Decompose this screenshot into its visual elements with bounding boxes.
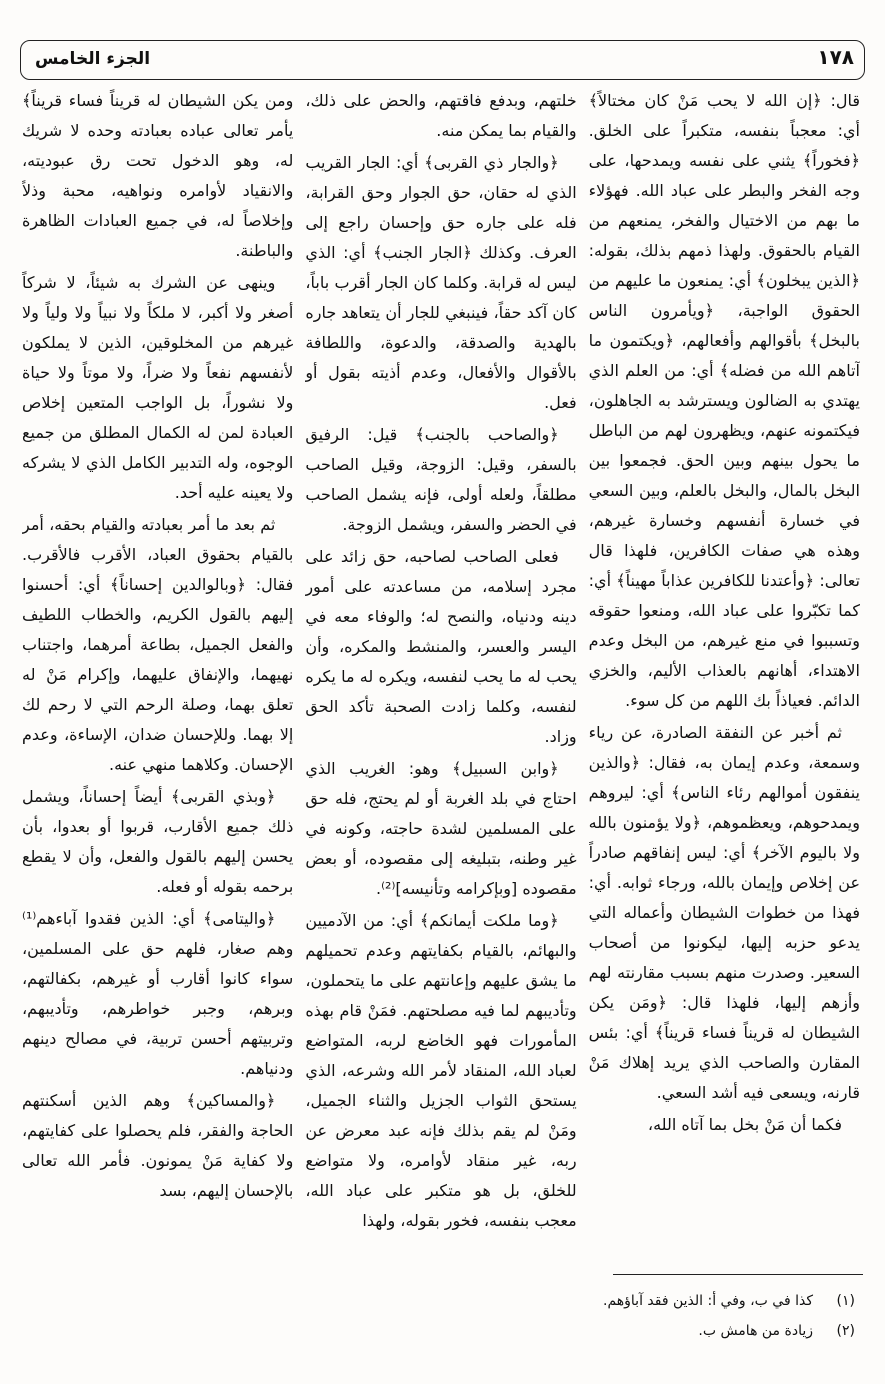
footnote-mark: (٢) bbox=[836, 1323, 855, 1339]
paragraph: ﴿والصاحب بالجنب﴾ قيل: الرفيق بالسفر، وقيل: الزوجة، وقيل الصاحب مطلقاً، ولعله أولى، فإنه يشمل الصاحب في الحضر والسفر، ويشمل الزوجة. bbox=[305, 425, 577, 534]
footnotes bbox=[55, 1286, 855, 1346]
text-columns bbox=[22, 86, 860, 1270]
footnote bbox=[55, 1286, 855, 1316]
paragraph: ﴿والجار ذي القربى﴾ أي: الجار القريب الذي له حقان، حق الجوار وحق القرابة، فله على جاره حق وإحسان راجع إلى العرف. وكذلك ﴿الجار الجنب﴾ أي: الذي ليس له قرابة. وكلما كان الجار أقرب باباً، كان آكد حقاً، فينبغي للجار أن يتعاهد جاره بالهدية والصدقة، والدعوة، واللطافة بالأقوال والأفعال، وعدم أذيته بقول أو فعل. bbox=[305, 153, 577, 412]
paragraph: ﴿والمساكين﴾ وهم الذين أسكنتهم الحاجة والفقر، فلم يحصلوا على كفايتهم، ولا كفاية مَنْ يمونون. فأمر الله تعالى بالإحسان إليهم، بسد bbox=[22, 1091, 294, 1200]
column-left bbox=[589, 86, 860, 1270]
paragraph: ﴿وبذي القربى﴾ أيضاً إحساناً، ويشمل ذلك جميع الأقارب، قربوا أو بعدوا، بأن يحسن إليهم بالقول والفعل، وأن لا يقطع برحمه بقوله أو فعله. bbox=[22, 787, 294, 896]
footnote-text: كذا في ب، وفي أ: الذين فقد آباؤهم. bbox=[603, 1293, 813, 1309]
paragraph: ﴿واليتامى﴾ أي: الذين فقدوا آباءهم⁽¹⁾ وهم صغار، فلهم حق على المسلمين، سواء كانوا أقارب أو غيرهم، بكفالتهم، وبرهم، وجبر خواطرهم، وتأديبهم، وتربيتهم أحسن تربية، في مصالح دينهم ودنياهم. bbox=[22, 909, 294, 1078]
paragraph: فكما أن مَنْ بخل بما آتاه الله، bbox=[647, 1115, 842, 1134]
footnote bbox=[55, 1316, 855, 1346]
paragraph: قال: ﴿إن الله لا يحب مَنْ كان مختالاً﴾ أي: معجباً بنفسه، متكبراً على الخلق. ﴿فخوراً﴾ يثني على نفسه ويمدحها، على وجه الفخر والبطر على عباد الله. فهؤلاء ما بهم من الاختيال والفخر، يمنعهم من القيام بالحقوق. ولهذا ذمهم بذلك، بقوله: ﴿الذين يبخلون﴾ أي: يمنعون ما عليهم من الحقوق الواجبة، ﴿ويأمرون الناس بالبخل﴾ بأقوالهم وأفعالهم، ﴿ويكتمون ما آتاهم الله من فضله﴾ أي: من العلم الذي يهتدي به الضالون ويسترشد به الجاهلون، فيكتمونه عنهم، ويظهرون لهم من الباطل ما يحول بينهم وبين الحق. فجمعوا بين البخل بالمال، والبخل بالعلم، وبين السعي في خسارة أنفسهم وخسارة غيرهم، وهذه هي صفات الكافرين، فلهذا قال تعالى: ﴿وأعتدنا للكافرين عذاباً مهيناً﴾ أي: كما تكبّروا على عباد الله، ومنعوا حقوقه وتسببوا في منع غيرهم، من البخل وعدم الاهتداء، أهانهم بالعذاب الأليم، والخزي الدائم. فعياذاً بك اللهم من كل سوء. bbox=[588, 91, 860, 710]
footnote-text: زيادة من هامش ب. bbox=[698, 1323, 813, 1339]
column-middle bbox=[305, 86, 576, 1270]
paragraph: ﴿وابن السبيل﴾ وهو: الغريب الذي احتاج في بلد الغربة أو لم يحتج، فله حق على المسلمين لشدة حاجته، وكونه في غير وطنه، بتبليغه إلى مقصوده، أو بعض مقصوده [وبإكرامه وتأنيسه]⁽²⁾. bbox=[305, 759, 577, 898]
paragraph: وينهى عن الشرك به شيئاً، لا شركاً أصغر ولا أكبر، لا ملكاً ولا نبياً ولا ولياً ولا غيرهم من المخلوقين، الذين لا يملكون لأنفسهم نفعاً ولا ضراً، ولا موتاً ولا حياة ولا نشوراً، بل الواجب المتعين إخلاص العبادة لمن له الكمال المطلق من جميع الوجوه، وله التدبير الكامل الذي لا يشركه ولا يعينه عليه أحد. bbox=[22, 273, 294, 502]
paragraph: ثم أخبر عن النفقة الصادرة، عن رياء وسمعة، وعدم إيمان به، فقال: ﴿والذين ينفقون أموالهم رئاء الناس﴾ أي: ليروهم ويمدحوهم، ويعظموهم، ﴿ولا يؤمنون بالله ولا باليوم الآخر﴾ أي: ليس إنفاقهم صادراً عن إخلاص وإيمان بالله، ورجاء ثوابه. أي: فهذا من خطوات الشيطان وأعماله التي يدعو حزبه إليها، ليكونوا من أصحاب السعير. وصدرت منهم بسبب مقارنته لهم وأزهم إليها، فلهذا قال: ﴿ومَن يكن الشيطان له قريناً فساء قريناً﴾ أي: بئس المقارن والصاحب الذي يريد إهلاك مَنْ قارنه، ويسعى فيه أشد السعي. bbox=[588, 723, 860, 1102]
paragraph: ومن يكن الشيطان له قريناً فساء قريناً﴾ يأمر تعالى عباده بعبادته وحده لا شريك له، وهو الدخول تحت رق عبوديته، والانقياد لأوامره ونواهيه، محبة وذلاً وإخلاصاً له، في جميع العبادات الظاهرة والباطنة. bbox=[22, 91, 294, 260]
paragraph: خلتهم، وبدفع فاقتهم، والحض على ذلك، والقيام بما يمكن منه. bbox=[305, 91, 577, 140]
paragraph: ثم بعد ما أمر بعبادته والقيام بحقه، أمر بالقيام بحقوق العباد، الأقرب فالأقرب. فقال: ﴿وبالوالدين إحساناً﴾ أي: أحسنوا إليهم بالقول الكريم، والخطاب اللطيف والفعل الجميل، بطاعة أمرهما، واجتناب نهيهما، والإنفاق عليهما، وإكرام مَنْ له تعلق بهما، وصلة الرحم التي لا رحم لك إلا بهما. وللإحسان ضدان، الإساءة، وعدم الإحسان. وكلاهما منهي عنه. bbox=[22, 515, 294, 774]
page-header bbox=[20, 40, 865, 80]
column-right bbox=[22, 86, 293, 1270]
paragraph: فعلى الصاحب لصاحبه، حق زائد على مجرد إسلامه، من مساعدته على أمور دينه ودنياه، والنصح له؛ والوفاء معه في اليسر والعسر، والمنشط والمكره، وأن يحب له ما يحب لنفسه، ويكره له ما يكره لنفسه، وكلما زادت الصحبة تأكد الحق وزاد. bbox=[305, 547, 577, 746]
footnote-separator bbox=[613, 1274, 863, 1275]
paragraph: ﴿وما ملكت أيمانكم﴾ أي: من الآدميين والبهائم، بالقيام بكفايتهم وعدم تحميلهم ما يشق عليهم وإعانتهم على ما يتحملون، وتأديبهم لما فيه مصلحتهم. فمَنْ قام بهذه المأمورات فهو الخاضع لربه، المتواضع لعباد الله، المنقاد لأمر الله وشرعه، الذي يستحق الثواب الجزيل والثناء الجميل، ومَنْ لم يقم بذلك فإنه عبد معرض عن ربه، غير منقاد لأوامره، ولا متواضع للخلق، بل هو متكبر على عباد الله، معجب بنفسه، فخور بقوله، ولهذا bbox=[305, 911, 577, 1230]
page-number: ١٧٨ bbox=[817, 45, 854, 69]
part-title: الجزء الخامس bbox=[35, 49, 151, 69]
footnote-mark: (١) bbox=[836, 1293, 855, 1309]
